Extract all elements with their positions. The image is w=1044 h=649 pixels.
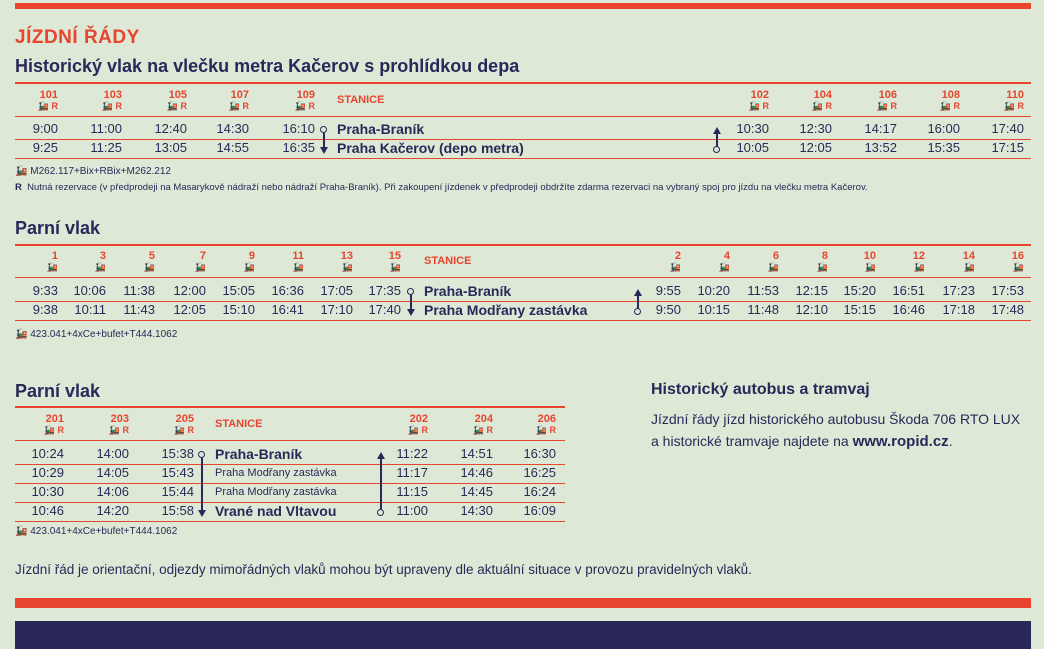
train-type: 🚂 bbox=[46, 262, 58, 272]
locomotive-icon: 🚂 bbox=[15, 329, 28, 340]
train-number: 9 bbox=[248, 250, 255, 262]
departure-time: 10:24 bbox=[31, 446, 64, 461]
train-type: 🚂 R bbox=[535, 425, 556, 435]
train-number: 1 bbox=[51, 250, 58, 262]
departure-time: 11:15 bbox=[396, 484, 428, 499]
train-number: 16 bbox=[1011, 250, 1024, 262]
train-number: 6 bbox=[772, 250, 779, 262]
station-name: Praha-Braník bbox=[215, 446, 303, 462]
train-type: 🚂 R bbox=[108, 425, 129, 435]
train-type: 🚂 R bbox=[166, 101, 187, 111]
train-type: 🚂 R bbox=[294, 101, 315, 111]
departure-time: 11:38 bbox=[123, 283, 155, 298]
train-type: 🚂 bbox=[669, 262, 681, 272]
origin-marker bbox=[634, 308, 641, 315]
train-type: 🚂 bbox=[194, 262, 206, 272]
train-number: 15 bbox=[388, 250, 401, 262]
arrow-down-icon bbox=[198, 510, 206, 517]
station-name: Praha Modřany zastávka bbox=[215, 486, 337, 498]
train-number: 14 bbox=[962, 250, 975, 262]
section-2-rule bbox=[15, 244, 1031, 246]
departure-time: 9:55 bbox=[655, 283, 681, 298]
origin-marker bbox=[198, 451, 205, 458]
train-number: 108 bbox=[941, 89, 960, 101]
section-1-title: Historický vlak na vlečku metra Kačerov s prohlídkou depa bbox=[15, 56, 520, 76]
header-rule bbox=[15, 277, 1031, 278]
departure-time: 16:00 bbox=[927, 121, 960, 136]
train-number: 110 bbox=[1006, 89, 1024, 101]
train-type: 🚂 bbox=[864, 262, 876, 272]
train-type: 🚂 bbox=[389, 262, 401, 272]
train-type: 🚂 bbox=[94, 262, 106, 272]
info-line-2-text: a historické tramvaje najdete na bbox=[651, 433, 853, 449]
train-number: 102 bbox=[750, 89, 769, 101]
info-line-2 bbox=[651, 430, 1020, 453]
train-type: 🚂 R bbox=[37, 101, 58, 111]
train-number: 10 bbox=[863, 250, 876, 262]
page-title: JÍZDNÍ ŘÁDY bbox=[15, 27, 140, 48]
departure-time: 10:30 bbox=[31, 484, 64, 499]
train-number: 106 bbox=[878, 89, 897, 101]
train-type: 🚂 R bbox=[472, 425, 493, 435]
origin-marker bbox=[377, 509, 384, 516]
departure-time: 17:23 bbox=[942, 283, 975, 298]
station-name: Praha-Braník bbox=[424, 283, 512, 299]
departure-time: 11:25 bbox=[90, 140, 122, 155]
train-type: 🚂 R bbox=[748, 101, 769, 111]
direction-line bbox=[201, 458, 203, 512]
departure-time: 16:30 bbox=[523, 446, 556, 461]
departure-time: 14:20 bbox=[96, 503, 129, 518]
direction-line bbox=[380, 458, 382, 512]
departure-time: 17:18 bbox=[942, 302, 975, 317]
departure-time: 17:35 bbox=[368, 283, 401, 298]
departure-time: 15:38 bbox=[161, 446, 194, 461]
departure-time: 11:22 bbox=[396, 446, 428, 461]
departure-time: 13:05 bbox=[154, 140, 187, 155]
departure-time: 12:30 bbox=[799, 121, 832, 136]
info-line-2-end: . bbox=[948, 433, 953, 449]
origin-marker bbox=[713, 146, 720, 153]
departure-time: 16:35 bbox=[282, 140, 315, 155]
train-number: 4 bbox=[723, 250, 730, 262]
departure-time: 17:53 bbox=[991, 283, 1024, 298]
departure-time: 17:40 bbox=[368, 302, 401, 317]
departure-time: 16:25 bbox=[523, 465, 556, 480]
train-type: 🚂 bbox=[718, 262, 730, 272]
arrow-down-icon bbox=[320, 147, 328, 154]
departure-time: 9:33 bbox=[32, 283, 58, 298]
train-number: 104 bbox=[813, 89, 832, 101]
departure-time: 10:46 bbox=[31, 503, 64, 518]
section-2-title: Parní vlak bbox=[15, 218, 101, 238]
footer-red-band bbox=[15, 598, 1031, 608]
train-number: 205 bbox=[175, 413, 194, 425]
departure-time: 11:00 bbox=[396, 503, 428, 518]
train-number: 5 bbox=[148, 250, 155, 262]
departure-time: 10:15 bbox=[697, 302, 730, 317]
station-name: Praha Kačerov (depo metra) bbox=[337, 140, 524, 156]
train-number: 3 bbox=[99, 250, 106, 262]
departure-time: 11:53 bbox=[747, 283, 779, 298]
departure-time: 14:45 bbox=[460, 484, 493, 499]
departure-time: 16:09 bbox=[523, 503, 556, 518]
departure-time: 11:17 bbox=[396, 465, 428, 480]
note-label: R bbox=[15, 182, 22, 193]
departure-time: 14:30 bbox=[460, 503, 493, 518]
note-text: Nutná rezervace (v předprodeji na Masarykově nádraží nebo nádraží Praha-Braník). Při zakoupení jízdenek v předprodeji obdržíte zdarma rezervaci na vybraný spoj pro jízdu na vlečku metra Kačerov. bbox=[27, 182, 868, 193]
station-name: Vrané nad Vltavou bbox=[215, 503, 337, 519]
departure-time: 16:41 bbox=[271, 302, 304, 317]
header-rule bbox=[15, 440, 565, 441]
row-rule bbox=[15, 521, 565, 522]
origin-marker bbox=[320, 126, 327, 133]
train-type: 🚂 bbox=[243, 262, 255, 272]
departure-time: 13:52 bbox=[864, 140, 897, 155]
train-number: 107 bbox=[230, 89, 249, 101]
departure-time: 14:05 bbox=[96, 465, 129, 480]
station-name: Praha Modřany zastávka bbox=[215, 467, 337, 479]
departure-time: 14:46 bbox=[460, 465, 493, 480]
departure-time: 16:24 bbox=[523, 484, 556, 499]
train-type: 🚂 bbox=[963, 262, 975, 272]
train-number: 201 bbox=[45, 413, 64, 425]
arrow-down-icon bbox=[407, 309, 415, 316]
train-type: 🚂 bbox=[767, 262, 779, 272]
section-1-note-1 bbox=[15, 166, 171, 177]
info-body bbox=[651, 408, 1020, 453]
note-text: 423.041+4xCe+bufet+T444.1062 bbox=[30, 329, 178, 340]
departure-time: 12:40 bbox=[154, 121, 187, 136]
train-type: 🚂 R bbox=[173, 425, 194, 435]
train-number: 11 bbox=[292, 250, 304, 262]
departure-time: 14:06 bbox=[96, 484, 129, 499]
train-number: 202 bbox=[409, 413, 428, 425]
train-type: 🚂 R bbox=[939, 101, 960, 111]
departure-time: 9:50 bbox=[655, 302, 681, 317]
train-type: 🚂 R bbox=[876, 101, 897, 111]
row-rule bbox=[15, 320, 1031, 321]
info-line-1: Jízdní řády jízd historického autobusu Škoda 706 RTO LUX bbox=[651, 411, 1021, 427]
section-1-note-2 bbox=[15, 182, 868, 193]
section-3-title: Parní vlak bbox=[15, 381, 101, 401]
train-type: 🚂 R bbox=[407, 425, 428, 435]
departure-time: 10:29 bbox=[31, 465, 64, 480]
train-number: 12 bbox=[912, 250, 925, 262]
footer-navy-band bbox=[15, 621, 1031, 649]
section-1-rule bbox=[15, 82, 1031, 84]
origin-marker bbox=[407, 288, 414, 295]
note-text: 423.041+4xCe+bufet+T444.1062 bbox=[30, 526, 178, 537]
section-3-rule bbox=[15, 406, 565, 408]
departure-time: 14:17 bbox=[864, 121, 897, 136]
departure-time: 11:48 bbox=[747, 302, 779, 317]
info-title: Historický autobus a tramvaj bbox=[651, 381, 870, 398]
stanice-header: STANICE bbox=[424, 255, 472, 267]
train-number: 8 bbox=[821, 250, 828, 262]
departure-time: 10:11 bbox=[74, 302, 106, 317]
stanice-header: STANICE bbox=[337, 94, 385, 106]
train-type: 🚂 bbox=[1012, 262, 1024, 272]
departure-time: 14:51 bbox=[460, 446, 493, 461]
departure-time: 9:38 bbox=[32, 302, 58, 317]
train-number: 101 bbox=[39, 89, 58, 101]
train-type: 🚂 bbox=[143, 262, 155, 272]
departure-time: 17:48 bbox=[991, 302, 1024, 317]
departure-time: 10:05 bbox=[736, 140, 769, 155]
train-number: 2 bbox=[674, 250, 681, 262]
train-type: 🚂 bbox=[913, 262, 925, 272]
train-number: 105 bbox=[168, 89, 187, 101]
departure-time: 15:58 bbox=[161, 503, 194, 518]
train-type: 🚂 bbox=[816, 262, 828, 272]
ropid-link[interactable]: www.ropid.cz bbox=[852, 433, 949, 450]
train-number: 206 bbox=[537, 413, 556, 425]
row-rule bbox=[15, 158, 1031, 159]
train-number: 204 bbox=[474, 413, 493, 425]
departure-time: 14:00 bbox=[96, 446, 129, 461]
train-type: 🚂 R bbox=[811, 101, 832, 111]
departure-time: 11:00 bbox=[90, 121, 122, 136]
station-name: Praha-Braník bbox=[337, 121, 425, 137]
train-type: 🚂 R bbox=[228, 101, 249, 111]
departure-time: 12:15 bbox=[795, 283, 828, 298]
station-name: Praha Modřany zastávka bbox=[424, 302, 588, 318]
train-type: 🚂 R bbox=[101, 101, 122, 111]
departure-time: 9:25 bbox=[32, 140, 58, 155]
departure-time: 17:40 bbox=[991, 121, 1024, 136]
train-type: 🚂 bbox=[341, 262, 353, 272]
departure-time: 9:00 bbox=[32, 121, 58, 136]
train-number: 109 bbox=[296, 89, 315, 101]
departure-time: 16:51 bbox=[892, 283, 925, 298]
departure-time: 14:55 bbox=[216, 140, 249, 155]
stanice-header: STANICE bbox=[215, 418, 263, 430]
departure-time: 12:00 bbox=[173, 283, 206, 298]
section-3-note-1 bbox=[15, 526, 177, 537]
departure-time: 12:10 bbox=[795, 302, 828, 317]
header-rule bbox=[15, 116, 1031, 117]
footer-disclaimer: Jízdní řád je orientační, odjezdy mimořádných vlaků mohou být upraveny dle aktuální situace v provozu pravidelných vlaků. bbox=[15, 562, 752, 577]
train-type: 🚂 R bbox=[43, 425, 64, 435]
departure-time: 17:05 bbox=[320, 283, 353, 298]
departure-time: 16:46 bbox=[892, 302, 925, 317]
departure-time: 15:05 bbox=[222, 283, 255, 298]
departure-time: 12:05 bbox=[173, 302, 206, 317]
departure-time: 16:10 bbox=[282, 121, 315, 136]
locomotive-icon: 🚂 bbox=[15, 526, 28, 537]
departure-time: 15:44 bbox=[161, 484, 194, 499]
departure-time: 14:30 bbox=[216, 121, 249, 136]
departure-time: 15:10 bbox=[222, 302, 255, 317]
train-number: 13 bbox=[340, 250, 353, 262]
top-accent-bar bbox=[15, 3, 1031, 9]
departure-time: 15:35 bbox=[927, 140, 960, 155]
train-number: 103 bbox=[103, 89, 122, 101]
note-text: M262.117+Bix+RBix+M262.212 bbox=[30, 166, 171, 177]
train-number: 203 bbox=[110, 413, 129, 425]
train-type: 🚂 bbox=[292, 262, 304, 272]
train-number: 7 bbox=[199, 250, 206, 262]
departure-time: 10:06 bbox=[73, 283, 106, 298]
departure-time: 17:10 bbox=[320, 302, 353, 317]
departure-time: 15:43 bbox=[161, 465, 194, 480]
departure-time: 11:43 bbox=[123, 302, 155, 317]
departure-time: 16:36 bbox=[271, 283, 304, 298]
section-2-note-1 bbox=[15, 329, 177, 340]
departure-time: 12:05 bbox=[799, 140, 832, 155]
train-type: 🚂 R bbox=[1003, 101, 1024, 111]
departure-time: 15:15 bbox=[843, 302, 876, 317]
departure-time: 15:20 bbox=[843, 283, 876, 298]
departure-time: 10:30 bbox=[736, 121, 769, 136]
departure-time: 10:20 bbox=[697, 283, 730, 298]
locomotive-icon: 🚂 bbox=[15, 166, 28, 177]
departure-time: 17:15 bbox=[991, 140, 1024, 155]
